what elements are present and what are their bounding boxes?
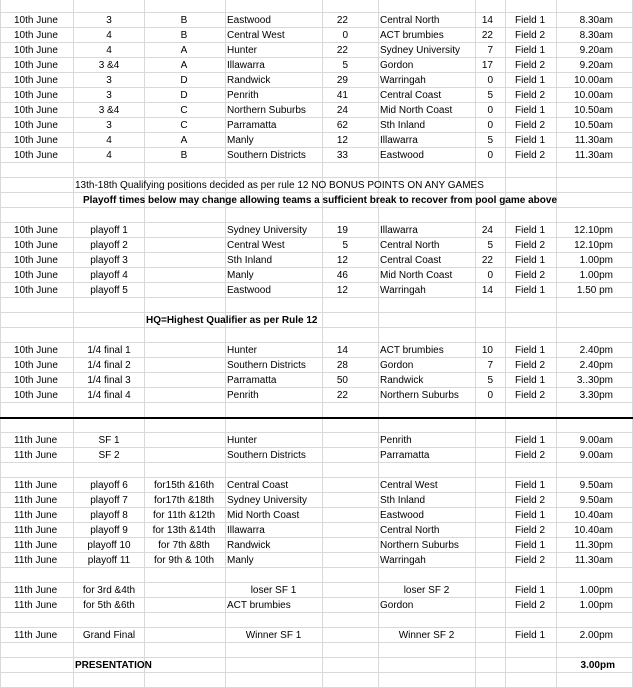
hq-note: HQ=Highest Qualifier as per Rule 12 bbox=[146, 315, 318, 326]
cell-time: 10.50am bbox=[574, 105, 613, 116]
cell-field: Field 2 bbox=[514, 270, 545, 281]
cell-team1: Hunter bbox=[227, 345, 258, 356]
cell-team1: Randwick bbox=[227, 75, 271, 86]
cell-date: 10th June bbox=[14, 285, 58, 296]
cell-team1: Central West bbox=[227, 240, 285, 251]
cell-date: 10th June bbox=[14, 255, 58, 266]
cell-team2: Randwick bbox=[380, 375, 424, 386]
cell-team1: Sth Inland bbox=[227, 255, 273, 266]
cell-team2: Warringah bbox=[380, 555, 426, 566]
cell-pool: for 7th &8th bbox=[158, 540, 210, 551]
cell-time: 1.00pm bbox=[579, 585, 613, 596]
cell-team2: Northern Suburbs bbox=[380, 540, 459, 551]
cell-round: playoff 2 bbox=[90, 240, 128, 251]
cell-score1: 5 bbox=[342, 60, 348, 71]
cell-date: 11th June bbox=[14, 510, 58, 521]
cell-field: Field 2 bbox=[514, 495, 545, 506]
cell-pool: D bbox=[180, 90, 188, 101]
cell-team1: Penrith bbox=[227, 90, 259, 101]
cell-date: 11th June bbox=[14, 450, 58, 461]
cell-score1: 5 bbox=[342, 240, 348, 251]
cell-score1: 14 bbox=[336, 345, 348, 356]
cell-team1: Sydney University bbox=[227, 225, 308, 236]
cell-round: for 3rd &4th bbox=[82, 585, 136, 596]
cell-field: Field 1 bbox=[514, 435, 545, 446]
cell-date: 10th June bbox=[14, 90, 58, 101]
cell-date: 10th June bbox=[14, 75, 58, 86]
cell-team1: Manly bbox=[227, 555, 254, 566]
cell-score1: 28 bbox=[336, 360, 348, 371]
cell-team1: Southern Districts bbox=[227, 150, 306, 161]
cell-round: SF 1 bbox=[98, 435, 120, 446]
cell-round: 3 &4 bbox=[98, 105, 120, 116]
cell-time: 2.40pm bbox=[579, 345, 613, 356]
cell-team1: Winner SF 1 bbox=[245, 630, 302, 641]
cell-round: playoff 3 bbox=[90, 255, 128, 266]
cell-time: 9.20am bbox=[579, 60, 613, 71]
cell-field: Field 1 bbox=[514, 540, 545, 551]
cell-round: 3 bbox=[106, 75, 112, 86]
cell-date: 10th June bbox=[14, 30, 58, 41]
cell-date: 11th June bbox=[14, 540, 58, 551]
cell-round: 3 bbox=[106, 90, 112, 101]
cell-score1: 19 bbox=[336, 225, 348, 236]
cell-field: Field 1 bbox=[514, 15, 545, 26]
cell-date: 11th June bbox=[14, 480, 58, 491]
schedule-note: 13th-18th Qualifying positions decided as per rule 12 NO BONUS POINTS ON ANY GAMES bbox=[75, 180, 484, 191]
cell-field: Field 2 bbox=[514, 240, 545, 251]
cell-score2: 14 bbox=[481, 15, 493, 26]
cell-team1: Northern Suburbs bbox=[227, 105, 306, 116]
cell-time: 3.30pm bbox=[579, 390, 613, 401]
presentation-time: 3.00pm bbox=[580, 660, 615, 671]
cell-team1: loser SF 1 bbox=[250, 585, 297, 596]
cell-round: playoff 11 bbox=[87, 555, 131, 566]
cell-pool: A bbox=[180, 135, 188, 146]
cell-team1: Southern Districts bbox=[227, 360, 306, 371]
cell-score2: 0 bbox=[487, 390, 493, 401]
cell-time: 9.20am bbox=[579, 45, 613, 56]
cell-score1: 24 bbox=[336, 105, 348, 116]
cell-team2: Winner SF 2 bbox=[398, 630, 455, 641]
cell-field: Field 1 bbox=[514, 345, 545, 356]
cell-field: Field 2 bbox=[514, 60, 545, 71]
cell-field: Field 2 bbox=[514, 360, 545, 371]
cell-round: SF 2 bbox=[98, 450, 120, 461]
cell-date: 10th June bbox=[14, 270, 58, 281]
cell-team2: Central Coast bbox=[380, 90, 442, 101]
cell-team1: Central West bbox=[227, 30, 285, 41]
cell-score2: 0 bbox=[487, 75, 493, 86]
cell-date: 10th June bbox=[14, 135, 58, 146]
cell-team2: Sth Inland bbox=[380, 495, 426, 506]
cell-time: 11.30pm bbox=[574, 540, 613, 551]
cell-date: 10th June bbox=[14, 120, 58, 131]
cell-pool: C bbox=[180, 105, 188, 116]
cell-team1: Manly bbox=[227, 135, 254, 146]
cell-round: playoff 8 bbox=[90, 510, 128, 521]
cell-score2: 24 bbox=[481, 225, 493, 236]
cell-score1: 12 bbox=[336, 135, 348, 146]
cell-score2: 0 bbox=[487, 270, 493, 281]
cell-time: 11.30am bbox=[574, 555, 613, 566]
cell-team1: Parramatta bbox=[227, 120, 277, 131]
cell-score2: 0 bbox=[487, 120, 493, 131]
cell-pool: A bbox=[180, 45, 188, 56]
cell-date: 10th June bbox=[14, 45, 58, 56]
cell-date: 11th June bbox=[14, 600, 58, 611]
cell-field: Field 1 bbox=[514, 285, 545, 296]
cell-round: 1/4 final 2 bbox=[87, 360, 131, 371]
cell-pool: B bbox=[180, 150, 188, 161]
cell-team2: Eastwood bbox=[380, 510, 424, 521]
cell-field: Field 1 bbox=[514, 375, 545, 386]
cell-pool: for15th &16th bbox=[153, 480, 215, 491]
cell-team1: Southern Districts bbox=[227, 450, 306, 461]
cell-date: 10th June bbox=[14, 375, 58, 386]
cell-time: 8.30am bbox=[579, 30, 613, 41]
cell-score2: 14 bbox=[481, 285, 493, 296]
cell-pool: C bbox=[180, 120, 188, 131]
cell-team2: ACT brumbies bbox=[380, 345, 444, 356]
cell-field: Field 2 bbox=[514, 555, 545, 566]
cell-field: Field 1 bbox=[514, 480, 545, 491]
cell-time: 2.40pm bbox=[579, 360, 613, 371]
cell-score1: 33 bbox=[336, 150, 348, 161]
cell-team2: Gordon bbox=[380, 360, 414, 371]
cell-date: 11th June bbox=[14, 630, 58, 641]
cell-team2: Sth Inland bbox=[380, 120, 426, 131]
cell-score2: 5 bbox=[487, 90, 493, 101]
cell-score1: 41 bbox=[336, 90, 348, 101]
cell-team1: Parramatta bbox=[227, 375, 277, 386]
cell-time: 9.50am bbox=[579, 495, 613, 506]
cell-team2: Northern Suburbs bbox=[380, 390, 459, 401]
cell-pool: for 13th &14th bbox=[152, 525, 216, 536]
cell-time: 11.30am bbox=[574, 150, 613, 161]
cell-score2: 5 bbox=[487, 240, 493, 251]
cell-score2: 22 bbox=[481, 30, 493, 41]
cell-round: playoff 1 bbox=[90, 225, 128, 236]
cell-time: 9.00am bbox=[579, 450, 613, 461]
cell-field: Field 1 bbox=[514, 45, 545, 56]
cell-team2: Illawarra bbox=[380, 225, 418, 236]
cell-time: 12.10pm bbox=[574, 225, 613, 236]
cell-round: 4 bbox=[106, 135, 112, 146]
cell-score2: 7 bbox=[487, 45, 493, 56]
cell-team2: Mid North Coast bbox=[380, 270, 453, 281]
cell-team1: Hunter bbox=[227, 45, 258, 56]
cell-date: 10th June bbox=[14, 360, 58, 371]
cell-score2: 7 bbox=[487, 360, 493, 371]
cell-score1: 62 bbox=[336, 120, 348, 131]
cell-team2: Illawarra bbox=[380, 135, 418, 146]
cell-field: Field 1 bbox=[514, 510, 545, 521]
cell-round: 4 bbox=[106, 30, 112, 41]
cell-score2: 0 bbox=[487, 150, 493, 161]
cell-time: 3..30pm bbox=[576, 375, 613, 386]
cell-team1: Illawarra bbox=[227, 60, 265, 71]
cell-team1: Eastwood bbox=[227, 15, 271, 26]
cell-team1: Illawarra bbox=[227, 525, 265, 536]
cell-round: 3 bbox=[106, 120, 112, 131]
cell-round: 1/4 final 3 bbox=[87, 375, 131, 386]
cell-team2: Warringah bbox=[380, 285, 426, 296]
cell-score2: 17 bbox=[481, 60, 493, 71]
cell-team1: Sydney University bbox=[227, 495, 308, 506]
schedule-note-bold: Playoff times below may change allowing teams a sufficient break to recover from pool game above bbox=[82, 195, 558, 206]
cell-round: playoff 7 bbox=[90, 495, 128, 506]
cell-date: 11th June bbox=[14, 525, 58, 536]
cell-time: 1.00pm bbox=[579, 270, 613, 281]
cell-date: 10th June bbox=[14, 225, 58, 236]
cell-score2: 10 bbox=[481, 345, 493, 356]
cell-team2: Central North bbox=[380, 525, 440, 536]
cell-score1: 12 bbox=[336, 285, 348, 296]
cell-time: 12.10pm bbox=[574, 240, 613, 251]
cell-team2: Mid North Coast bbox=[380, 105, 453, 116]
cell-pool: for17th &18th bbox=[153, 495, 215, 506]
cell-field: Field 1 bbox=[514, 135, 545, 146]
cell-team2: loser SF 2 bbox=[403, 585, 450, 596]
cell-score1: 46 bbox=[336, 270, 348, 281]
cell-team2: Penrith bbox=[380, 435, 412, 446]
cell-field: Field 1 bbox=[514, 630, 545, 641]
cell-time: 2.00pm bbox=[579, 630, 613, 641]
cell-team2: Warringah bbox=[380, 75, 426, 86]
cell-round: for 5th &6th bbox=[83, 600, 135, 611]
cell-time: 10.50am bbox=[574, 120, 613, 131]
cell-field: Field 2 bbox=[514, 120, 545, 131]
cell-score1: 0 bbox=[342, 30, 348, 41]
cell-round: Grand Final bbox=[82, 630, 136, 641]
cell-time: 10.40am bbox=[574, 525, 613, 536]
cell-score2: 0 bbox=[487, 105, 493, 116]
cell-round: 1/4 final 4 bbox=[87, 390, 131, 401]
cell-team2: ACT brumbies bbox=[380, 30, 444, 41]
cell-field: Field 2 bbox=[514, 390, 545, 401]
cell-round: playoff 4 bbox=[90, 270, 128, 281]
cell-date: 10th June bbox=[14, 15, 58, 26]
cell-date: 10th June bbox=[14, 150, 58, 161]
cell-team1: Eastwood bbox=[227, 285, 271, 296]
cell-round: 3 &4 bbox=[98, 60, 120, 71]
cell-field: Field 2 bbox=[514, 600, 545, 611]
cell-team2: Gordon bbox=[380, 600, 414, 611]
presentation-label: PRESENTATION bbox=[75, 660, 152, 671]
cell-team1: Central Coast bbox=[227, 480, 289, 491]
cell-date: 10th June bbox=[14, 240, 58, 251]
cell-date: 11th June bbox=[14, 555, 58, 566]
cell-field: Field 2 bbox=[514, 90, 545, 101]
cell-score1: 22 bbox=[336, 45, 348, 56]
cell-round: 4 bbox=[106, 45, 112, 56]
cell-score1: 12 bbox=[336, 255, 348, 266]
cell-time: 10.00am bbox=[574, 90, 613, 101]
cell-team1: Randwick bbox=[227, 540, 271, 551]
cell-team1: ACT brumbies bbox=[227, 600, 291, 611]
cell-team2: Sydney University bbox=[380, 45, 461, 56]
cell-date: 11th June bbox=[14, 435, 58, 446]
cell-date: 10th June bbox=[14, 105, 58, 116]
cell-team1: Penrith bbox=[227, 390, 259, 401]
cell-round: playoff 5 bbox=[90, 285, 128, 296]
cell-team1: Mid North Coast bbox=[227, 510, 300, 521]
cell-pool: D bbox=[180, 75, 188, 86]
cell-time: 9.00am bbox=[579, 435, 613, 446]
cell-field: Field 2 bbox=[514, 450, 545, 461]
cell-date: 10th June bbox=[14, 390, 58, 401]
cell-score2: 22 bbox=[481, 255, 493, 266]
cell-date: 10th June bbox=[14, 60, 58, 71]
cell-pool: A bbox=[180, 60, 188, 71]
cell-score2: 5 bbox=[487, 135, 493, 146]
cell-team1: Manly bbox=[227, 270, 254, 281]
cell-time: 10.40am bbox=[574, 510, 613, 521]
cell-field: Field 2 bbox=[514, 150, 545, 161]
cell-field: Field 1 bbox=[514, 75, 545, 86]
cell-pool: B bbox=[180, 15, 188, 26]
cell-score1: 50 bbox=[336, 375, 348, 386]
cell-team2: Gordon bbox=[380, 60, 414, 71]
cell-field: Field 2 bbox=[514, 30, 545, 41]
cell-date: 11th June bbox=[14, 495, 58, 506]
cell-round: playoff 9 bbox=[90, 525, 128, 536]
cell-team1: Hunter bbox=[227, 435, 258, 446]
cell-round: 3 bbox=[106, 15, 112, 26]
cell-field: Field 1 bbox=[514, 105, 545, 116]
cell-team2: Central North bbox=[380, 240, 440, 251]
cell-round: playoff 6 bbox=[90, 480, 128, 491]
cell-time: 1.00pm bbox=[579, 600, 613, 611]
cell-field: Field 1 bbox=[514, 585, 545, 596]
cell-field: Field 2 bbox=[514, 525, 545, 536]
cell-round: 1/4 final 1 bbox=[87, 345, 131, 356]
cell-date: 11th June bbox=[14, 585, 58, 596]
cell-field: Field 1 bbox=[514, 225, 545, 236]
cell-team2: Eastwood bbox=[380, 150, 424, 161]
cell-field: Field 1 bbox=[514, 255, 545, 266]
cell-round: playoff 10 bbox=[87, 540, 131, 551]
cell-team2: Parramatta bbox=[380, 450, 430, 461]
day-separator bbox=[0, 417, 633, 419]
grid-column-line bbox=[0, 0, 1, 688]
cell-time: 8.30am bbox=[579, 15, 613, 26]
cell-time: 10.00am bbox=[574, 75, 613, 86]
cell-pool: B bbox=[180, 30, 188, 41]
cell-date: 10th June bbox=[14, 345, 58, 356]
cell-score2: 5 bbox=[487, 375, 493, 386]
cell-time: 1.50 pm bbox=[576, 285, 613, 296]
cell-score1: 22 bbox=[336, 15, 348, 26]
cell-time: 9.50am bbox=[579, 480, 613, 491]
cell-team2: Central North bbox=[380, 15, 440, 26]
cell-time: 11.30am bbox=[574, 135, 613, 146]
cell-pool: for 11th &12th bbox=[152, 510, 216, 521]
cell-score1: 22 bbox=[336, 390, 348, 401]
cell-team2: Central Coast bbox=[380, 255, 442, 266]
cell-pool: for 9th & 10th bbox=[153, 555, 215, 566]
cell-round: 4 bbox=[106, 150, 112, 161]
cell-time: 1.00pm bbox=[579, 255, 613, 266]
cell-team2: Central West bbox=[380, 480, 438, 491]
cell-score1: 29 bbox=[336, 75, 348, 86]
